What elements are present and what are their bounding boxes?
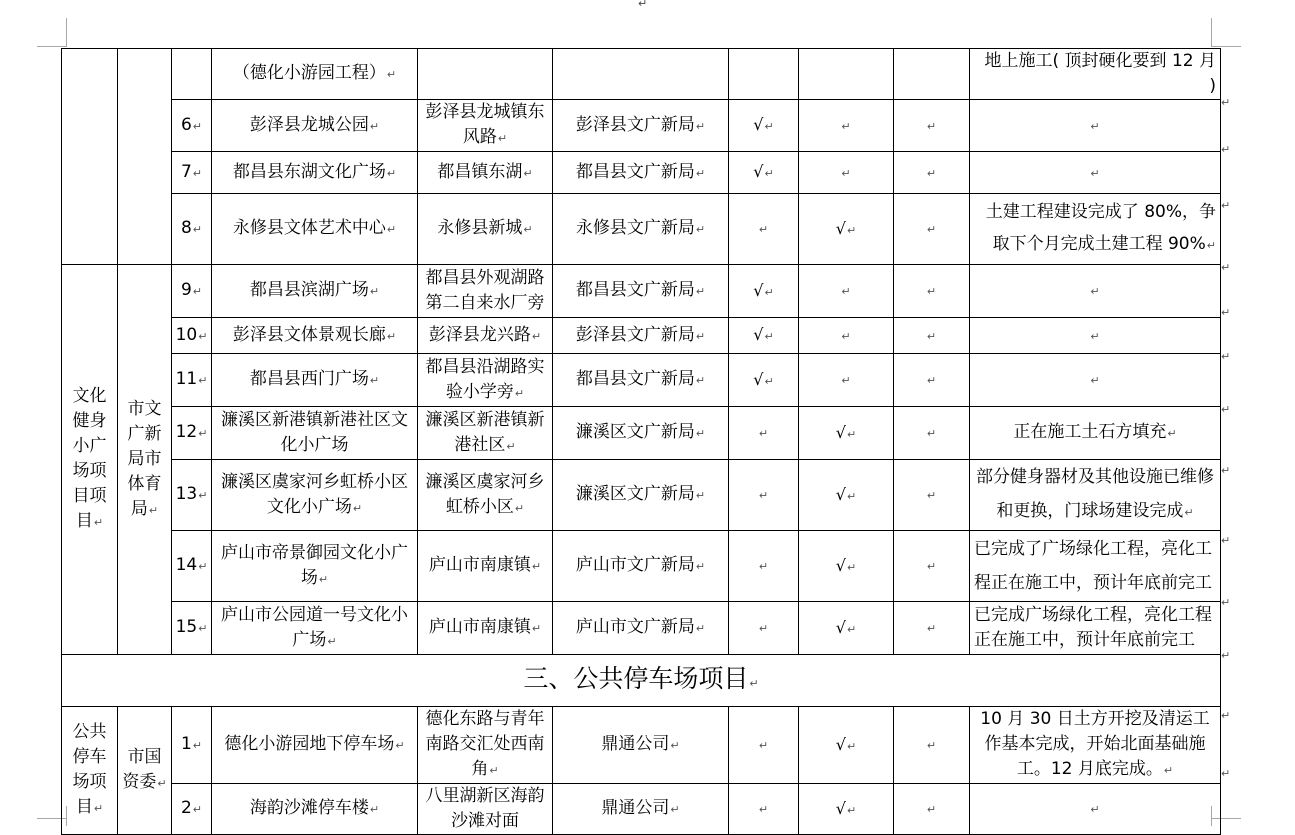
category-cell-parking: 公共停车场项目↵ bbox=[62, 707, 118, 835]
project-name-cell: 都昌县东湖文化广场↵ bbox=[212, 152, 418, 194]
status-cell-1: ↵ bbox=[729, 194, 799, 265]
crop-mark-top-right-h bbox=[1211, 46, 1241, 47]
location-cell: 濂溪区虞家河乡虹桥小区↵ bbox=[418, 460, 553, 531]
note-cell: 正在施工土石方填充↵ bbox=[970, 407, 1221, 460]
project-name-cell: 濂溪区新港镇新港社区文化小广场 bbox=[212, 407, 418, 460]
status-cell-3: ↵ bbox=[894, 318, 970, 354]
unit-cell: 庐山市文广新局↵ bbox=[553, 602, 729, 655]
row-number: 15↵ bbox=[172, 602, 212, 655]
table-row bbox=[62, 407, 1221, 460]
status-cell-2: √↵ bbox=[799, 707, 894, 784]
row-number: 14↵ bbox=[172, 531, 212, 602]
status-cell-2: √↵ bbox=[799, 602, 894, 655]
status-cell-1: ↵ bbox=[729, 460, 799, 531]
status-cell-1: ↵ bbox=[729, 602, 799, 655]
status-cell-1: ↵ bbox=[729, 707, 799, 784]
row-end-mark: ↵ bbox=[1221, 403, 1231, 416]
table-row bbox=[62, 265, 1221, 318]
crop-mark-top-right-v bbox=[1211, 18, 1212, 47]
status-cell-1: √↵ bbox=[729, 354, 799, 407]
table-row bbox=[62, 784, 1221, 835]
status-cell-3: ↵ bbox=[894, 707, 970, 784]
row-end-mark: ↵ bbox=[1221, 350, 1231, 363]
project-name-cell: 都昌县西门广场↵ bbox=[212, 354, 418, 407]
unit-cell: 庐山市文广新局↵ bbox=[553, 531, 729, 602]
unit-cell: 濂溪区文广新局↵ bbox=[553, 460, 729, 531]
location-cell: 彭泽县龙城镇东风路↵ bbox=[418, 100, 553, 152]
row-end-mark: ↵ bbox=[1221, 199, 1231, 212]
status-cell-2: ↵ bbox=[799, 318, 894, 354]
project-name-cell: 海韵沙滩停车楼↵ bbox=[212, 784, 418, 835]
unit-cell: 濂溪区文广新局↵ bbox=[553, 407, 729, 460]
row-number: 10↵ bbox=[172, 318, 212, 354]
status-cell-3: ↵ bbox=[894, 194, 970, 265]
unit-cell: 彭泽县文广新局↵ bbox=[553, 318, 729, 354]
table-row bbox=[62, 354, 1221, 407]
row-end-mark: ↵ bbox=[1221, 143, 1231, 156]
note-cell: ↵ bbox=[970, 100, 1221, 152]
status-cell-3: ↵ bbox=[894, 100, 970, 152]
status-cell-3: ↵ bbox=[894, 460, 970, 531]
table-row bbox=[62, 194, 1221, 265]
row-number: 13↵ bbox=[172, 460, 212, 531]
row-number: 2↵ bbox=[172, 784, 212, 835]
note-cell: 土建工程建设完成了 80%，争取下个月完成土建工程 90%↵ bbox=[970, 194, 1221, 265]
row-end-mark: ↵ bbox=[1221, 709, 1231, 722]
section-heading: 三、公共停车场项目↵ bbox=[62, 655, 1221, 707]
row-number: 1↵ bbox=[172, 707, 212, 784]
status-cell-1: √↵ bbox=[729, 152, 799, 194]
note-cell: 10 月 30 日土方开挖及清运工作基本完成，开始北面基础施工。12 月底完成。↵ bbox=[970, 707, 1221, 784]
location-cell: 都昌镇东湖↵ bbox=[418, 152, 553, 194]
status-cell-1: ↵ bbox=[729, 784, 799, 835]
unit-cell: 永修县文广新局↵ bbox=[553, 194, 729, 265]
status-cell-3: ↵ bbox=[894, 602, 970, 655]
table-row bbox=[62, 100, 1221, 152]
note-cell: 已完成了广场绿化工程，亮化工程正在施工中，预计年底前完工 bbox=[970, 531, 1221, 602]
status-cell-2: ↵ bbox=[799, 354, 894, 407]
status-cell-2 bbox=[799, 49, 894, 100]
note-cell: ↵ bbox=[970, 318, 1221, 354]
table-row bbox=[62, 531, 1221, 602]
note-cell: 部分健身器材及其他设施已维修和更换，门球场建设完成↵ bbox=[970, 460, 1221, 531]
status-cell-1: ↵ bbox=[729, 531, 799, 602]
row-end-mark: ↵ bbox=[1221, 96, 1231, 109]
project-name-cell: 濂溪区虞家河乡虹桥小区文化小广场↵ bbox=[212, 460, 418, 531]
dept-cell-parking: 市国资委↵ bbox=[118, 707, 172, 835]
project-name-cell: 庐山市公园道一号文化小广场↵ bbox=[212, 602, 418, 655]
project-name-cell: 庐山市帝景御园文化小广场↵ bbox=[212, 531, 418, 602]
status-cell-2: ↵ bbox=[799, 100, 894, 152]
status-cell-2: √↵ bbox=[799, 460, 894, 531]
note-cell: ↵ bbox=[970, 784, 1221, 835]
section-heading-row bbox=[62, 655, 1221, 707]
category-cell-culture: 文化健身小广场项目项目↵ bbox=[62, 265, 118, 655]
status-cell-3: ↵ bbox=[894, 531, 970, 602]
row-end-mark: ↵ bbox=[1221, 596, 1231, 609]
crop-mark-top-left-h bbox=[37, 46, 67, 47]
status-cell-2: ↵ bbox=[799, 265, 894, 318]
status-cell-3: ↵ bbox=[894, 152, 970, 194]
row-number bbox=[172, 49, 212, 100]
location-cell: 永修县新城↵ bbox=[418, 194, 553, 265]
unit-cell: 彭泽县文广新局↵ bbox=[553, 100, 729, 152]
row-end-mark: ↵ bbox=[1221, 649, 1231, 662]
status-cell-3: ↵ bbox=[894, 265, 970, 318]
location-cell: 都昌县外观湖路第二自来水厂旁 bbox=[418, 265, 553, 318]
unit-cell: 都昌县文广新局↵ bbox=[553, 265, 729, 318]
status-cell-2: ↵ bbox=[799, 152, 894, 194]
table-row bbox=[62, 318, 1221, 354]
top-paragraph-mark: ↵ bbox=[638, 0, 648, 10]
row-end-mark: ↵ bbox=[1221, 306, 1231, 319]
status-cell-2: √↵ bbox=[799, 531, 894, 602]
status-cell-2: √↵ bbox=[799, 407, 894, 460]
row-number: 8↵ bbox=[172, 194, 212, 265]
row-number: 6↵ bbox=[172, 100, 212, 152]
note-cell: 地上施工( 顶封硬化要到 12 月 ) bbox=[970, 49, 1221, 100]
status-cell-1: ↵ bbox=[729, 407, 799, 460]
status-cell-1: √↵ bbox=[729, 100, 799, 152]
table-row bbox=[62, 460, 1221, 531]
status-cell-3: ↵ bbox=[894, 354, 970, 407]
location-cell: 庐山市南康镇↵ bbox=[418, 531, 553, 602]
unit-cell: 鼎通公司↵ bbox=[553, 707, 729, 784]
table-row bbox=[62, 707, 1221, 784]
note-cell: ↵ bbox=[970, 354, 1221, 407]
unit-cell: 都昌县文广新局↵ bbox=[553, 354, 729, 407]
category-cell-prev bbox=[62, 49, 118, 265]
location-cell: 濂溪区新港镇新港社区↵ bbox=[418, 407, 553, 460]
location-cell: 德化东路与青年南路交汇处西南角↵ bbox=[418, 707, 553, 784]
note-cell: ↵ bbox=[970, 152, 1221, 194]
project-name-cell: 德化小游园地下停车场↵ bbox=[212, 707, 418, 784]
location-cell: 都昌县沿湖路实验小学旁↵ bbox=[418, 354, 553, 407]
unit-cell: 都昌县文广新局↵ bbox=[553, 152, 729, 194]
row-end-mark: ↵ bbox=[1221, 261, 1231, 274]
unit-cell bbox=[553, 49, 729, 100]
row-number: 9↵ bbox=[172, 265, 212, 318]
project-name-cell: （德化小游园工程）↵ bbox=[212, 49, 418, 100]
location-cell: 八里湖新区海韵沙滩对面 bbox=[418, 784, 553, 835]
project-name-cell: 彭泽县文体景观长廊↵ bbox=[212, 318, 418, 354]
status-cell-1: √↵ bbox=[729, 318, 799, 354]
note-cell: 已完成广场绿化工程，亮化工程正在施工中，预计年底前完工 bbox=[970, 602, 1221, 655]
project-name-cell: 彭泽县龙城公园↵ bbox=[212, 100, 418, 152]
unit-cell: 鼎通公司↵ bbox=[553, 784, 729, 835]
status-cell-2: √↵ bbox=[799, 194, 894, 265]
dept-cell-culture: 市文广新局市体育局↵ bbox=[118, 265, 172, 655]
row-end-mark: ↵ bbox=[1221, 534, 1231, 547]
project-name-cell: 永修县文体艺术中心↵ bbox=[212, 194, 418, 265]
table-row bbox=[62, 49, 1221, 100]
status-cell-2: √↵ bbox=[799, 784, 894, 835]
location-cell bbox=[418, 49, 553, 100]
table-row bbox=[62, 602, 1221, 655]
status-cell-3 bbox=[894, 49, 970, 100]
row-number: 12↵ bbox=[172, 407, 212, 460]
status-cell-1 bbox=[729, 49, 799, 100]
dept-cell-prev bbox=[118, 49, 172, 265]
project-name-cell: 都昌县滨湖广场↵ bbox=[212, 265, 418, 318]
status-cell-3: ↵ bbox=[894, 784, 970, 835]
note-cell: ↵ bbox=[970, 265, 1221, 318]
row-number: 11↵ bbox=[172, 354, 212, 407]
location-cell: 彭泽县龙兴路↵ bbox=[418, 318, 553, 354]
status-cell-1: √↵ bbox=[729, 265, 799, 318]
row-end-mark: ↵ bbox=[1221, 464, 1231, 477]
crop-mark-top-left-v bbox=[66, 18, 67, 47]
project-table bbox=[61, 48, 1221, 835]
location-cell: 庐山市南康镇↵ bbox=[418, 602, 553, 655]
row-end-mark: ↵ bbox=[1221, 767, 1231, 780]
table-row bbox=[62, 152, 1221, 194]
status-cell-3: ↵ bbox=[894, 407, 970, 460]
row-number: 7↵ bbox=[172, 152, 212, 194]
